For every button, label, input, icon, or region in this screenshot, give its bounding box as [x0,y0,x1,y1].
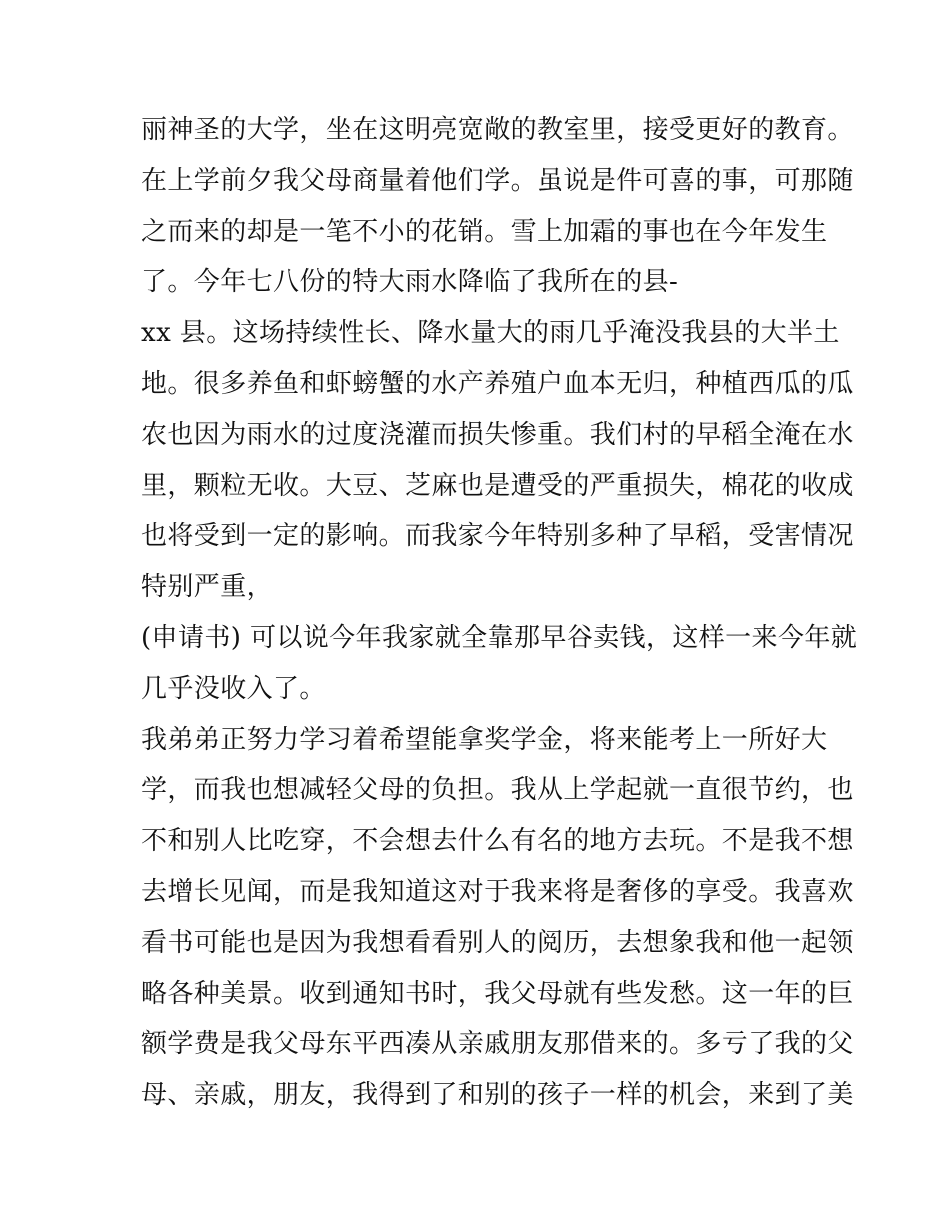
text-line: 也将受到一定的影响。而我家今年特别多种了早稻，受害情况 [141,521,854,552]
text-line: 特别严重， [141,572,274,603]
text-line: 之而来的却是一笔不小的花销。雪上加霜的事也在今年发生 [141,216,828,247]
text-line: 地。很多养鱼和虾螃蟹的水产养殖户血本无归，种植西瓜的瓜 [141,368,854,399]
text-line: 去增长见闻，而是我知道这对于我来将是奢侈的享受。我喜欢 [141,876,854,907]
text-line: 我弟弟正努力学习着希望能拿奖学金，将来能考上一所好大 [141,724,828,755]
text-line: 在上学前夕我父母商量着他们学。虽说是件可喜的事，可那随 [141,165,854,196]
text-line: 略各种美景。收到通知书时，我父母就有些发愁。这一年的巨 [141,978,854,1009]
text-line: 农也因为雨水的过度浇灌而损失惨重。我们村的早稻全淹在水 [141,419,854,450]
body-text [141,105,858,1121]
text-line: 里，颗粒无收。大豆、芝麻也是遭受的严重损失，棉花的收成 [141,470,854,501]
text-line: 几乎没收入了。 [141,673,326,704]
text-line: 看书可能也是因为我想看看别人的阅历，去想象我和他一起领 [141,927,854,958]
text-line: 母、亲戚，朋友，我得到了和别的孩子一样的机会，来到了美 [141,1080,854,1111]
text-line: 学，而我也想减轻父母的负担。我从上学起就一直很节约，也 [141,775,854,806]
text-line: 额学费是我父母东平西凑从亲戚朋友那借来的。多亏了我的父 [141,1029,854,1060]
text-line: 了。今年七八份的特大雨水降临了我所在的县- [141,267,679,298]
text-line: (申请书) 可以说今年我家就全靠那早谷卖钱，这样一来今年就 [141,622,858,653]
text-line: 不和别人比吃穿，不会想去什么有名的地方去玩。不是我不想 [141,826,854,857]
text-line: 丽神圣的大学，坐在这明亮宽敞的教室里，接受更好的教育。 [141,115,854,145]
text-line: xx 县。这场持续性长、降水量大的雨几乎淹没我县的大半土 [141,318,840,349]
